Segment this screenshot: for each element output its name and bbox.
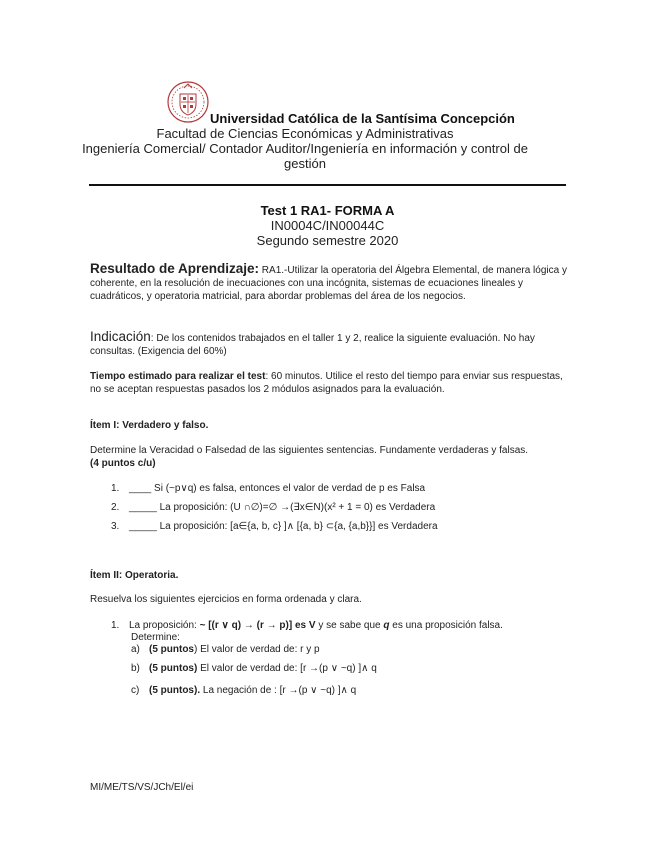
career-line-2: gestión: [284, 156, 326, 171]
question-post: es una proposición falsa.: [389, 620, 503, 631]
test-title: Test 1 RA1- FORMA A: [260, 203, 395, 218]
time-estimate-label: Tiempo estimado para realizar el test: [90, 371, 266, 382]
faculty-name: Facultad de Ciencias Económicas y Administrativas: [156, 126, 454, 141]
question-pre: La proposición:: [129, 620, 200, 631]
list-item-number: 2.: [111, 502, 120, 513]
item1-instructions: [90, 444, 570, 470]
list-item: [111, 521, 438, 532]
sub-text: La negación de : [r →(p ∨ ~q) ]∧ q: [200, 685, 357, 696]
semester: Segundo semestre 2020: [256, 233, 399, 248]
learning-outcome-text: RA1.-Utilizar la operatoria del Álgebra Elemental, de manera lógica y coherente, en la resolución de inecuaciones con una incógnita, sistemas de ecuaciones lineales y cuadráticos, y operatoria matricial, para abordar problemas del área de los negocios.: [90, 265, 567, 302]
list-item: [111, 483, 425, 494]
item1-title: Ítem I: Verdadero y falso.: [90, 420, 209, 431]
header-divider: [89, 184, 566, 186]
list-item-number: 3.: [111, 521, 120, 532]
question-expression: ~ [(r ∨ q) → (r → p)] es V: [199, 620, 316, 631]
instructions-label: Indicación: [90, 329, 151, 344]
footer-initials: MI/ME/TS/VS/JCh/El/ei: [90, 782, 194, 793]
sub-question-a: [131, 644, 320, 655]
sub-points: (5 puntos).: [149, 685, 201, 696]
sub-text: El valor de verdad de: [r →(p ∨ ~q) ]∧ q: [197, 663, 377, 674]
item2-title: Ítem II: Operatoria.: [90, 570, 179, 581]
determine-label: Determine:: [131, 632, 180, 643]
sub-points: (5 puntos): [149, 663, 198, 674]
sub-points: (5 puntos: [149, 644, 194, 655]
career-line-1: Ingeniería Comercial/ Contador Auditor/Ingeniería en información y control de: [82, 141, 528, 156]
sub-question-b: [131, 663, 377, 674]
university-name: Universidad Católica de la Santísima Concepción: [210, 111, 515, 126]
list-item-number: 1.: [111, 483, 120, 494]
sub-letter: c): [131, 685, 140, 696]
list-item-text: _____ La proposición: [a∈{a, b, c} ]∧ [{a, b} ⊂{a, {a,b}}] es Verdadera: [129, 521, 438, 532]
instructions-text: : De los contenidos trabajados en el taller 1 y 2, realice la siguiente evaluación. No hay consultas. (Exigencia del 60%): [90, 333, 535, 357]
question-variable: q: [383, 620, 390, 631]
list-item-text: _____ La proposición: (U ∩∅)=∅ →(∃x∈N)(x² + 1 = 0) es Verdadera: [129, 502, 436, 513]
time-estimate: [90, 370, 570, 396]
item2-instructions: Resuelva los siguientes ejercicios en forma ordenada y clara.: [90, 594, 362, 605]
list-item-text: ____ Si (~p∨q) es falsa, entonces el valor de verdad de p es Falsa: [129, 483, 426, 494]
instructions: [90, 330, 570, 358]
item1-instructions-text: Determine la Veracidad o Falsedad de las siguientes sentencias. Fundamente verdaderas y falsas.: [90, 445, 529, 456]
question-mid: y se sabe que: [315, 620, 384, 631]
time-estimate-text: : 60 minutos. Utilice el resto del tiempo para enviar sus respuestas, no se aceptan respuestas pasados los 2 módulos asignados para la evaluación.: [90, 371, 563, 395]
sub-text: ) El valor de verdad de: r y p: [194, 644, 320, 655]
university-seal: [166, 80, 210, 124]
list-item: [111, 502, 435, 513]
sub-letter: b): [131, 663, 140, 674]
sub-letter: a): [131, 644, 140, 655]
question-1: [111, 620, 503, 631]
item1-points: (4 puntos c/u): [90, 458, 156, 469]
course-codes: IN0004C/IN00044C: [270, 218, 385, 233]
learning-outcome: [90, 262, 570, 303]
sub-question-c: [131, 685, 356, 696]
learning-outcome-label: Resultado de Aprendizaje:: [90, 261, 260, 276]
question-number: 1.: [111, 620, 120, 631]
